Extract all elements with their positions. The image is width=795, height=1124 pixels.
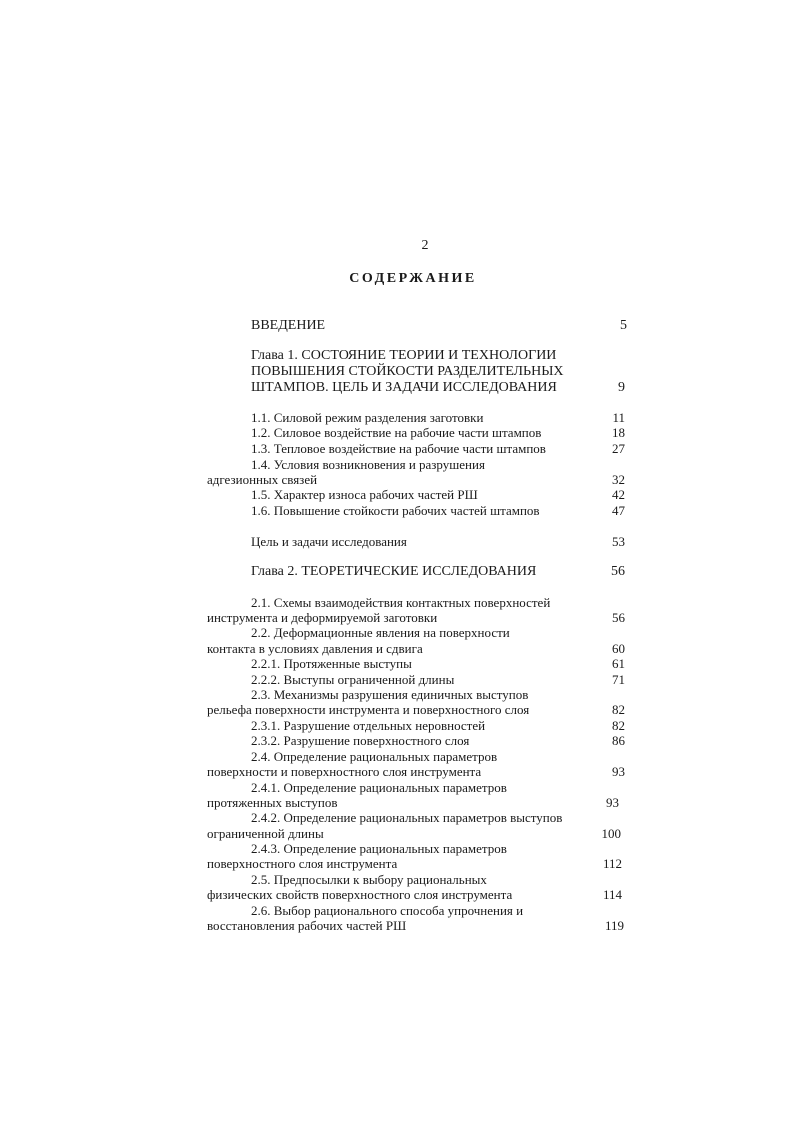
toc-page-number: 56: [611, 564, 625, 579]
toc-entry-section-cont: поверхности и поверхностного слоя инструмента: [207, 764, 482, 779]
toc-page-number: 42: [612, 487, 625, 502]
toc-page-number: 71: [612, 672, 625, 687]
toc-entry-section: 2.1. Схемы взаимодействия контактных поверхностей: [251, 595, 551, 610]
toc-entry-section: 2.3. Механизмы разрушения единичных выступов: [251, 687, 529, 702]
toc-entry-section: 2.6. Выбор рационального способа упрочнения и: [251, 903, 524, 918]
toc-page-number: 9: [618, 380, 625, 395]
toc-entry-section: 1.3. Тепловое воздействие на рабочие части штампов: [251, 441, 546, 456]
toc-entry-subsection: 2.4.1. Определение рациональных параметров: [251, 780, 507, 795]
toc-entry-section: 1.5. Характер износа рабочих частей РШ: [251, 487, 478, 502]
toc-page-number: 53: [612, 534, 625, 549]
toc-entry-subsection: 2.3.1. Разрушение отдельных неровностей: [251, 718, 486, 733]
toc-page-number: 82: [612, 702, 625, 717]
toc-entry-section: 1.4. Условия возникновения и разрушения: [251, 457, 485, 472]
toc-entry-section-cont: рельефа поверхности инструмента и поверхностного слоя: [207, 702, 530, 717]
toc-entry-subsection-cont: поверхностного слоя инструмента: [207, 856, 398, 871]
toc-page-number: 32: [612, 472, 625, 487]
toc-entry-section-cont: физических свойств поверхностного слоя инструмента: [207, 887, 513, 902]
toc-page-number: 93: [612, 764, 625, 779]
toc-entry-section-cont: инструмента и деформируемой заготовки: [207, 610, 438, 625]
toc-page-number: 27: [612, 441, 625, 456]
toc-page-number: 82: [612, 718, 625, 733]
toc-entry-subsection: 2.2.1. Протяженные выступы: [251, 656, 412, 671]
toc-entry-section: 1.6. Повышение стойкости рабочих частей штампов: [251, 503, 540, 518]
toc-entry-section-cont: восстановления рабочих частей РШ: [207, 918, 407, 933]
toc-page-number: 114: [602, 887, 622, 902]
toc-entry-section: Цель и задачи исследования: [251, 534, 407, 549]
toc-page-number: 86: [612, 733, 625, 748]
toc-page-number: 100: [601, 826, 621, 841]
toc-entry-chapter-1: Глава 1. СОСТОЯНИЕ ТЕОРИИ И ТЕХНОЛОГИИ: [251, 348, 557, 363]
page-title: СОДЕРЖАНИЕ: [349, 271, 477, 286]
toc-entry-chapter-2: Глава 2. ТЕОРЕТИЧЕСКИЕ ИССЛЕДОВАНИЯ: [251, 564, 537, 579]
toc-page-number: 56: [612, 610, 625, 625]
toc-entry-section-cont: контакта в условиях давления и сдвига: [207, 641, 423, 656]
toc-page-number: 119: [604, 918, 624, 933]
toc-entry-subsection: 2.3.2. Разрушение поверхностного слоя: [251, 733, 470, 748]
toc-entry-subsection: 2.4.2. Определение рациональных параметров выступов: [251, 810, 563, 825]
toc-entry-section-cont: адгезионных связей: [207, 472, 318, 487]
toc-page-number: 112: [602, 856, 622, 871]
toc-entry-introduction: ВВЕДЕНИЕ: [251, 318, 326, 333]
toc-entry-subsection: 2.4.3. Определение рациональных параметров: [251, 841, 507, 856]
toc-page-number: 61: [612, 656, 625, 671]
toc-page-number: 93: [606, 795, 619, 810]
toc-page-number: 18: [612, 425, 625, 440]
toc-entry-chapter-1-cont: ШТАМПОВ. ЦЕЛЬ И ЗАДАЧИ ИССЛЕДОВАНИЯ: [251, 380, 557, 395]
toc-entry-subsection-cont: ограниченной длины: [207, 826, 324, 841]
toc-page-number: 5: [620, 318, 627, 333]
toc-entry-section: 2.4. Определение рациональных параметров: [251, 749, 498, 764]
toc-page-number: 60: [612, 641, 625, 656]
toc-entry-section: 1.1. Силовой режим разделения заготовки: [251, 410, 484, 425]
toc-entry-subsection: 2.2.2. Выступы ограниченной длины: [251, 672, 455, 687]
toc-entry-subsection-cont: протяженных выступов: [207, 795, 338, 810]
toc-entry-section: 2.2. Деформационные явления на поверхности: [251, 625, 510, 640]
toc-page-number: 47: [612, 503, 625, 518]
toc-entry-section: 1.2. Силовое воздействие на рабочие части штампов: [251, 425, 542, 440]
toc-entry-section: 2.5. Предпосылки к выбору рациональных: [251, 872, 487, 887]
toc-entry-chapter-1-cont: ПОВЫШЕНИЯ СТОЙКОСТИ РАЗДЕЛИТЕЛЬНЫХ: [251, 364, 564, 379]
page-number: 2: [421, 238, 429, 253]
toc-page-number: 11: [612, 410, 625, 425]
